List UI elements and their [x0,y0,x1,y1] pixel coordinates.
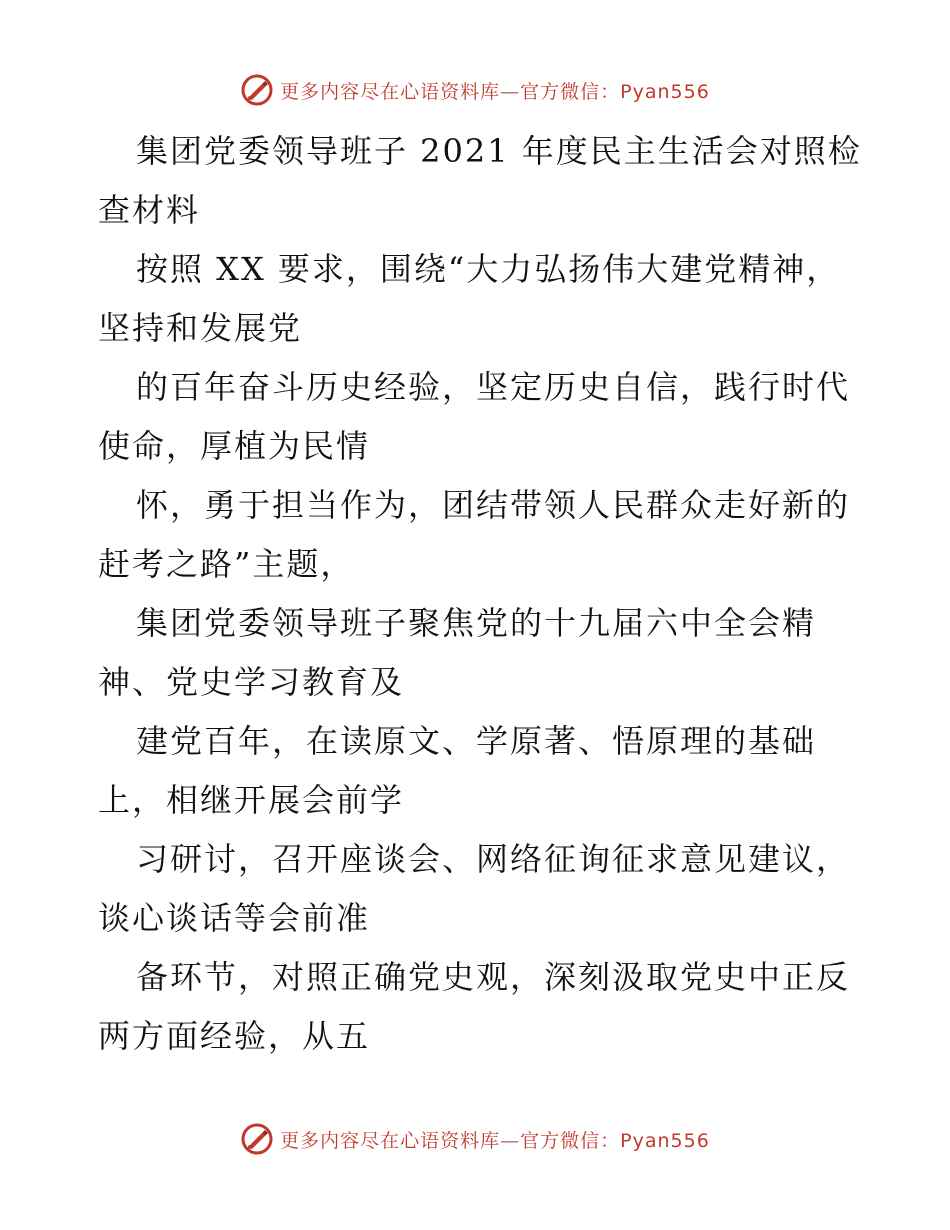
paragraph-line: 建党百年，在读原文、学原著、悟原理的基础 [136,722,817,760]
paragraph-line: 习研讨，召开座谈会、网络征询征求意见建议， [136,840,851,878]
watermark-separator: — [500,80,521,103]
paragraph-line: 两方面经验，从五 [98,1017,371,1055]
pen-seal-icon [240,73,274,107]
document-body [98,122,862,1066]
paragraph-line: 使命，厚植为民情 [98,427,371,465]
watermark-site: 更多内容尽在心语资料库 [280,1129,501,1152]
paragraph-line: 谈心谈话等会前准 [98,899,371,937]
paragraph-line: 怀，勇于担当作为，团结带领人民群众走好新的 [136,486,851,524]
watermark-separator: — [500,1129,521,1152]
paragraph-line: 上，相继开展会前学 [98,781,405,819]
paragraph-line: 神、党史学习教育及 [98,663,405,701]
watermark-text [280,77,710,104]
watermark-wechat: 官方微信：Pyan556 [520,1129,710,1152]
pen-seal-icon [240,1122,274,1156]
paragraph-line: 按照 XX 要求，围绕“大力弘扬伟大建党精神， [136,250,841,288]
paragraph-line: 备环节，对照正确党史观，深刻汲取党史中正反 [136,958,851,996]
footer-watermark [0,1119,950,1159]
paragraph-line: 集团党委领导班子聚焦党的十九届六中全会精 [136,604,817,642]
header-watermark [0,70,950,110]
paragraph-line: 赶考之路”主题， [98,545,355,583]
paragraph-line: 的百年奋斗历史经验，坚定历史自信，践行时代 [136,368,851,406]
paragraph-line: 坚持和发展党 [98,309,303,347]
doc-title-line-2: 查材料 [98,191,201,229]
doc-title-line-1: 集团党委领导班子 2021 年度民主生活会对照检 [136,132,862,170]
watermark-wechat: 官方微信：Pyan556 [520,80,710,103]
watermark-text [280,1126,710,1153]
watermark-site: 更多内容尽在心语资料库 [280,80,501,103]
